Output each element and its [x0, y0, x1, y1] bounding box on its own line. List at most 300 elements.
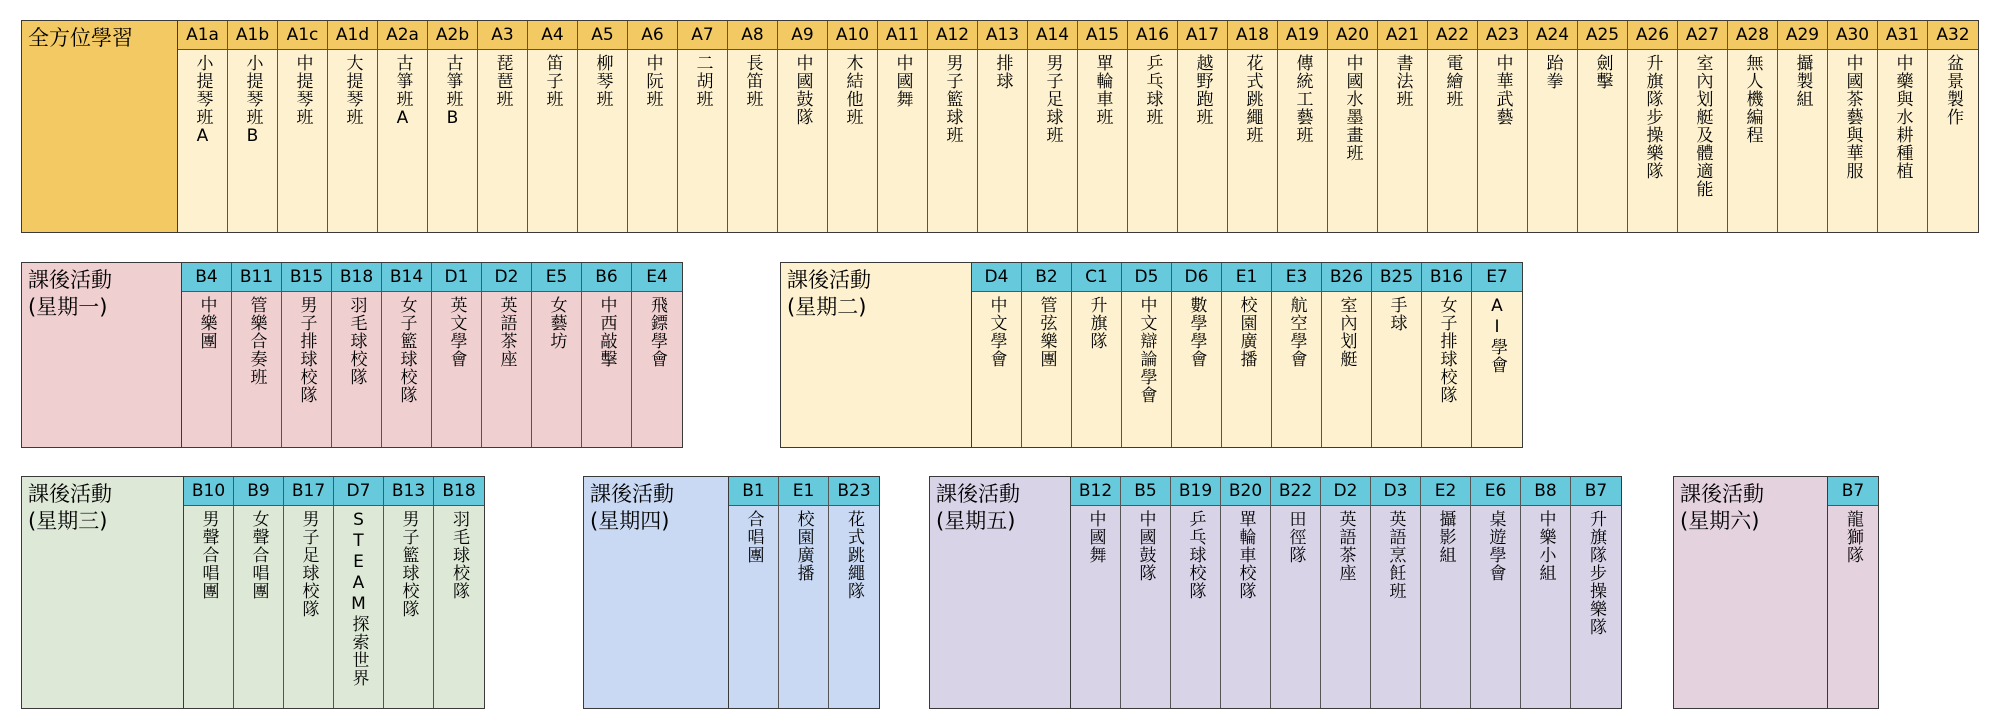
activity-name: 小提琴班A — [192, 54, 213, 147]
activity-code: B15 — [282, 263, 331, 292]
activity-name: 航空學會 — [1286, 296, 1307, 368]
activity-name-cell — [228, 50, 277, 232]
activity-name-cell — [478, 50, 527, 232]
activity-name: 女子排球校隊 — [1436, 296, 1457, 404]
activity-code: E4 — [632, 263, 682, 292]
activity-code: B5 — [1121, 477, 1170, 506]
activity-name-cell — [1171, 506, 1220, 708]
activity-name: 管樂合奏班 — [246, 296, 267, 386]
activity-code: A8 — [728, 21, 777, 50]
activity-name-cell — [1222, 292, 1271, 447]
activity-name-cell — [1071, 506, 1120, 708]
friday-activities-table — [929, 476, 1622, 709]
activity-code: A23 — [1478, 21, 1527, 50]
activity-name-cell — [1371, 506, 1420, 708]
activity-column — [778, 21, 828, 232]
activity-name-cell — [972, 292, 1021, 447]
activity-code: A6 — [628, 21, 677, 50]
activity-code: A7 — [678, 21, 727, 50]
activity-code: D5 — [1122, 263, 1171, 292]
activity-name-cell — [728, 50, 777, 232]
activity-code: B8 — [1521, 477, 1570, 506]
activity-name-cell — [928, 50, 977, 232]
activity-name: 古箏班B — [442, 54, 463, 129]
activity-code: E5 — [532, 263, 581, 292]
activity-name-cell — [482, 292, 531, 447]
activity-name-cell — [1321, 506, 1370, 708]
activity-name-cell — [582, 292, 631, 447]
activity-name: 琵琶班 — [492, 54, 513, 108]
activity-name-cell — [1278, 50, 1327, 232]
activity-name: 中國舞 — [892, 54, 913, 108]
activity-name: 管弦樂團 — [1036, 296, 1057, 368]
activity-code: A27 — [1678, 21, 1727, 50]
activity-code: A11 — [878, 21, 927, 50]
activity-code: A19 — [1278, 21, 1327, 50]
activity-code: B11 — [232, 263, 281, 292]
activity-code: E2 — [1421, 477, 1470, 506]
activity-name: 女聲合唱團 — [248, 510, 269, 600]
activity-name: 校園廣播 — [1236, 296, 1257, 368]
activity-name: 飛鏢學會 — [647, 296, 667, 368]
activity-name-cell — [1028, 50, 1077, 232]
activity-name: 長笛班 — [742, 54, 763, 108]
activity-column — [628, 21, 678, 232]
activity-name: 羽毛球校隊 — [346, 296, 367, 386]
activity-code: A21 — [1378, 21, 1427, 50]
activity-code: A5 — [578, 21, 627, 50]
activity-name: 二胡班 — [692, 54, 713, 108]
activity-name: 室內划艇 — [1336, 296, 1357, 368]
activity-name-cell — [1928, 50, 1978, 232]
activity-name-cell — [1078, 50, 1127, 232]
activity-column — [432, 263, 482, 447]
activity-name-cell — [1228, 50, 1277, 232]
activity-code: A18 — [1228, 21, 1277, 50]
activity-column — [1528, 21, 1578, 232]
activity-name: 古箏班A — [392, 54, 413, 129]
activity-name-cell — [528, 50, 577, 232]
activity-name: 男子籃球校隊 — [398, 510, 419, 618]
activity-column — [1172, 263, 1222, 447]
activity-name-cell — [432, 292, 481, 447]
activity-column — [1678, 21, 1728, 232]
activity-name: 女藝坊 — [546, 296, 567, 350]
activity-column — [1321, 477, 1371, 708]
activity-name-cell — [779, 506, 828, 708]
activity-code: D2 — [1321, 477, 1370, 506]
activity-name: 中樂團 — [196, 296, 217, 350]
activity-name-cell — [1072, 292, 1121, 447]
activity-column — [1471, 477, 1521, 708]
thursday-activities-table — [583, 476, 880, 709]
activity-name-cell — [328, 50, 377, 232]
activity-code: D2 — [482, 263, 531, 292]
activity-code: B17 — [284, 477, 333, 506]
activity-column — [978, 21, 1028, 232]
allround-learning-title: 全方位學習 — [22, 21, 178, 232]
activity-name-cell — [829, 506, 879, 708]
activity-column — [1072, 263, 1122, 447]
activity-code: A13 — [978, 21, 1027, 50]
activity-column — [1322, 263, 1372, 447]
activity-name-cell — [1122, 292, 1171, 447]
activity-code: B4 — [182, 263, 231, 292]
activity-name-cell — [332, 292, 381, 447]
activity-name: 傳統工藝班 — [1292, 54, 1313, 144]
activity-code: A4 — [528, 21, 577, 50]
activity-name-cell — [828, 50, 877, 232]
activity-name-cell — [1422, 292, 1471, 447]
activity-name-cell — [1678, 50, 1727, 232]
activity-name: 攝製組 — [1792, 54, 1813, 108]
activity-name-cell — [378, 50, 427, 232]
activity-name: 笛子班 — [542, 54, 563, 108]
activity-column — [1521, 477, 1571, 708]
activity-name-cell — [282, 292, 331, 447]
activity-code: B7 — [1828, 477, 1878, 506]
wednesday-title: 課後活動 (星期三) — [22, 477, 184, 708]
activity-name: 中阮班 — [642, 54, 663, 108]
activity-code: B25 — [1372, 263, 1421, 292]
activity-column — [972, 263, 1022, 447]
activity-column — [1571, 477, 1621, 708]
activity-name: AI學會 — [1487, 296, 1507, 374]
activity-code: B1 — [729, 477, 778, 506]
activity-name-cell — [729, 506, 778, 708]
activity-name-cell — [1528, 50, 1577, 232]
activity-column — [1778, 21, 1828, 232]
tuesday-title: 課後活動 (星期二) — [781, 263, 972, 447]
activity-code: B20 — [1221, 477, 1270, 506]
activity-name-cell — [1428, 50, 1477, 232]
activity-name-cell — [778, 50, 827, 232]
activity-code: A1b — [228, 21, 277, 50]
activity-name: 盆景製作 — [1943, 54, 1963, 126]
activity-code: B10 — [184, 477, 233, 506]
activity-column — [382, 263, 432, 447]
activity-name-cell — [428, 50, 477, 232]
activity-column — [428, 21, 478, 232]
activity-column — [1828, 477, 1878, 708]
activity-name: 男聲合唱團 — [198, 510, 219, 600]
activity-column — [1628, 21, 1678, 232]
activity-column — [1121, 477, 1171, 708]
activity-name-cell — [182, 292, 231, 447]
activity-column — [678, 21, 728, 232]
activity-column — [478, 21, 528, 232]
activity-column — [1122, 263, 1172, 447]
activity-name-cell — [1121, 506, 1170, 708]
activity-name: 手球 — [1386, 296, 1407, 332]
activity-name: 書法班 — [1392, 54, 1413, 108]
activity-code: A25 — [1578, 21, 1627, 50]
activity-code: C1 — [1072, 263, 1121, 292]
activity-name: 男子排球校隊 — [296, 296, 317, 404]
activity-code: B18 — [434, 477, 484, 506]
activity-code: A31 — [1878, 21, 1927, 50]
activity-code: D6 — [1172, 263, 1221, 292]
activity-name: 電繪班 — [1442, 54, 1463, 108]
activity-name-cell — [382, 292, 431, 447]
activity-column — [182, 263, 232, 447]
activity-column — [928, 21, 978, 232]
activity-name: 男子籃球班 — [942, 54, 963, 144]
activity-name-cell — [1378, 50, 1427, 232]
activity-column — [178, 21, 228, 232]
friday-title: 課後活動 (星期五) — [930, 477, 1071, 708]
activity-code: A3 — [478, 21, 527, 50]
activity-code: B26 — [1322, 263, 1371, 292]
activity-name-cell — [678, 50, 727, 232]
activity-name-cell — [1628, 50, 1677, 232]
saturday-title: 課後活動 (星期六) — [1674, 477, 1828, 708]
activity-name: 中國舞 — [1085, 510, 1106, 564]
activity-name: 升旗隊步操樂隊 — [1586, 510, 1606, 636]
activity-name: 乒乓球班 — [1142, 54, 1163, 126]
activity-column — [1728, 21, 1778, 232]
activity-code: A26 — [1628, 21, 1677, 50]
activity-column — [282, 263, 332, 447]
activity-name-cell — [1471, 506, 1520, 708]
activity-column — [1178, 21, 1228, 232]
activity-name-cell — [232, 292, 281, 447]
activity-name: 室內划艇及體適能 — [1692, 54, 1713, 198]
activity-column — [1372, 263, 1422, 447]
allround-learning-table — [21, 20, 1979, 233]
activity-name-cell — [1578, 50, 1627, 232]
activity-name-cell — [1421, 506, 1470, 708]
activity-name: 數學學會 — [1186, 296, 1207, 368]
activity-code: B9 — [234, 477, 283, 506]
activity-code: E1 — [1222, 263, 1271, 292]
activity-column — [1028, 21, 1078, 232]
wednesday-activities-table — [21, 476, 485, 709]
thursday-title: 課後活動 (星期四) — [584, 477, 729, 708]
activity-column — [334, 477, 384, 708]
activity-column — [228, 21, 278, 232]
activity-name-cell — [1372, 292, 1421, 447]
activity-name: 無人機編程 — [1742, 54, 1763, 144]
activity-code: D1 — [432, 263, 481, 292]
activity-code: A29 — [1778, 21, 1827, 50]
activity-name: 田徑隊 — [1285, 510, 1306, 564]
activity-name: STEAM探索世界 — [348, 510, 369, 687]
activity-column — [1578, 21, 1628, 232]
monday-title: 課後活動 (星期一) — [22, 263, 182, 447]
activity-column — [232, 263, 282, 447]
activity-name: 柳琴班 — [592, 54, 613, 108]
activity-name-cell — [1778, 50, 1827, 232]
activity-name: 英語烹飪班 — [1385, 510, 1406, 600]
activity-name-cell — [1271, 506, 1320, 708]
activity-column — [384, 477, 434, 708]
activity-code: B23 — [829, 477, 879, 506]
activity-name-cell — [628, 50, 677, 232]
activity-name-cell — [384, 506, 433, 708]
activity-code: A28 — [1728, 21, 1777, 50]
activity-column — [1428, 21, 1478, 232]
activity-column — [528, 21, 578, 232]
activity-column — [779, 477, 829, 708]
activity-code: A1d — [328, 21, 377, 50]
activity-column — [1272, 263, 1322, 447]
activity-name-cell — [1322, 292, 1371, 447]
activity-column — [1271, 477, 1321, 708]
activity-code: A30 — [1828, 21, 1877, 50]
activity-code: A9 — [778, 21, 827, 50]
activity-name: 中國鼓隊 — [1135, 510, 1156, 582]
activity-code: B14 — [382, 263, 431, 292]
activity-code: B19 — [1171, 477, 1220, 506]
activity-column — [1278, 21, 1328, 232]
activity-column — [1328, 21, 1378, 232]
activity-name: 單輪車班 — [1092, 54, 1113, 126]
activity-name: 男子足球校隊 — [298, 510, 319, 618]
activity-name: 中文學會 — [986, 296, 1007, 368]
activity-column — [878, 21, 928, 232]
activity-name-cell — [632, 292, 682, 447]
activity-code: A24 — [1528, 21, 1577, 50]
activity-name: 男子足球班 — [1042, 54, 1063, 144]
activity-code: A1c — [278, 21, 327, 50]
activity-name: 英語茶座 — [1335, 510, 1356, 582]
activity-code: A2a — [378, 21, 427, 50]
activity-name-cell — [1128, 50, 1177, 232]
activity-column — [328, 21, 378, 232]
activity-name-cell — [1828, 50, 1877, 232]
activity-column — [1222, 263, 1272, 447]
activity-column — [1128, 21, 1178, 232]
activity-column — [828, 21, 878, 232]
activity-name: 攝影組 — [1435, 510, 1456, 564]
activity-column — [332, 263, 382, 447]
activity-name: 中提琴班 — [292, 54, 313, 126]
activity-name-cell — [1728, 50, 1777, 232]
activity-code: B16 — [1422, 263, 1471, 292]
activity-name: 劍擊 — [1592, 54, 1613, 90]
activity-name: 中藥與水耕種植 — [1892, 54, 1913, 180]
activity-name-cell — [184, 506, 233, 708]
activity-name: 中文辯論學會 — [1136, 296, 1157, 404]
activity-code: E3 — [1272, 263, 1321, 292]
activity-name: 木結他班 — [842, 54, 863, 126]
activity-name: 合唱團 — [743, 510, 764, 564]
activity-code: A15 — [1078, 21, 1127, 50]
activity-column — [1371, 477, 1421, 708]
activity-name: 女子籃球校隊 — [396, 296, 417, 404]
activity-name-cell — [334, 506, 383, 708]
activity-name: 升旗隊 — [1086, 296, 1107, 350]
activity-code: A2b — [428, 21, 477, 50]
activity-code: A1a — [178, 21, 227, 50]
activity-code: A14 — [1028, 21, 1077, 50]
activity-name: 英語茶座 — [496, 296, 517, 368]
activity-code: D4 — [972, 263, 1021, 292]
activity-column — [234, 477, 284, 708]
activity-code: A16 — [1128, 21, 1177, 50]
activity-column — [1071, 477, 1121, 708]
activity-name-cell — [284, 506, 333, 708]
activity-column — [729, 477, 779, 708]
activity-name-cell — [1221, 506, 1270, 708]
activity-column — [532, 263, 582, 447]
activity-name: 升旗隊步操樂隊 — [1642, 54, 1663, 180]
activity-code: A12 — [928, 21, 977, 50]
activity-code: B6 — [582, 263, 631, 292]
activity-column — [1472, 263, 1522, 447]
activity-column — [482, 263, 532, 447]
activity-code: B7 — [1571, 477, 1621, 506]
activity-name-cell — [532, 292, 581, 447]
activity-name: 中國水墨畫班 — [1342, 54, 1363, 162]
activity-name-cell — [578, 50, 627, 232]
activity-column — [1221, 477, 1271, 708]
activity-name-cell — [1478, 50, 1527, 232]
activity-column — [1171, 477, 1221, 708]
activity-code: A22 — [1428, 21, 1477, 50]
activity-code: D3 — [1371, 477, 1420, 506]
activity-name: 花式跳繩班 — [1242, 54, 1263, 144]
activity-name-cell — [278, 50, 327, 232]
activity-column — [829, 477, 879, 708]
saturday-activities-table — [1673, 476, 1879, 709]
monday-activities-table — [21, 262, 683, 448]
activity-name-cell — [1172, 292, 1221, 447]
activity-column — [1022, 263, 1072, 447]
activity-name-cell — [878, 50, 927, 232]
activity-name-cell — [1878, 50, 1927, 232]
activity-name: 排球 — [992, 54, 1013, 90]
activity-name-cell — [234, 506, 283, 708]
activity-name-cell — [978, 50, 1027, 232]
activity-name-cell — [1472, 292, 1522, 447]
activity-code: A17 — [1178, 21, 1227, 50]
activity-name: 英文學會 — [446, 296, 467, 368]
activity-name: 校園廣播 — [793, 510, 814, 582]
activity-name: 中國鼓隊 — [792, 54, 813, 126]
activity-code: B12 — [1071, 477, 1120, 506]
activity-name: 桌遊學會 — [1485, 510, 1506, 582]
activity-name: 大提琴班 — [342, 54, 363, 126]
activity-code: B13 — [384, 477, 433, 506]
activity-name: 中國茶藝與華服 — [1842, 54, 1863, 180]
activity-column — [1828, 21, 1878, 232]
activity-name-cell — [434, 506, 484, 708]
activity-column — [1378, 21, 1428, 232]
activity-code: A10 — [828, 21, 877, 50]
activity-name-cell — [1828, 506, 1878, 708]
activity-name: 中西敲擊 — [596, 296, 617, 368]
activity-name-cell — [1022, 292, 1071, 447]
activity-column — [578, 21, 628, 232]
activity-name-cell — [1571, 506, 1621, 708]
tuesday-activities-table — [780, 262, 1523, 448]
activity-name: 龍獅隊 — [1843, 510, 1863, 564]
activity-column — [582, 263, 632, 447]
activity-column — [728, 21, 778, 232]
activity-code: E6 — [1471, 477, 1520, 506]
activity-name: 跆拳 — [1542, 54, 1563, 90]
activity-name: 越野跑班 — [1192, 54, 1213, 126]
activity-name: 單輪車校隊 — [1235, 510, 1256, 600]
activity-column — [278, 21, 328, 232]
activity-code: E1 — [779, 477, 828, 506]
activity-code: A20 — [1328, 21, 1377, 50]
activity-name: 花式跳繩隊 — [844, 510, 864, 600]
activity-column — [1928, 21, 1978, 232]
activity-name-cell — [1328, 50, 1377, 232]
